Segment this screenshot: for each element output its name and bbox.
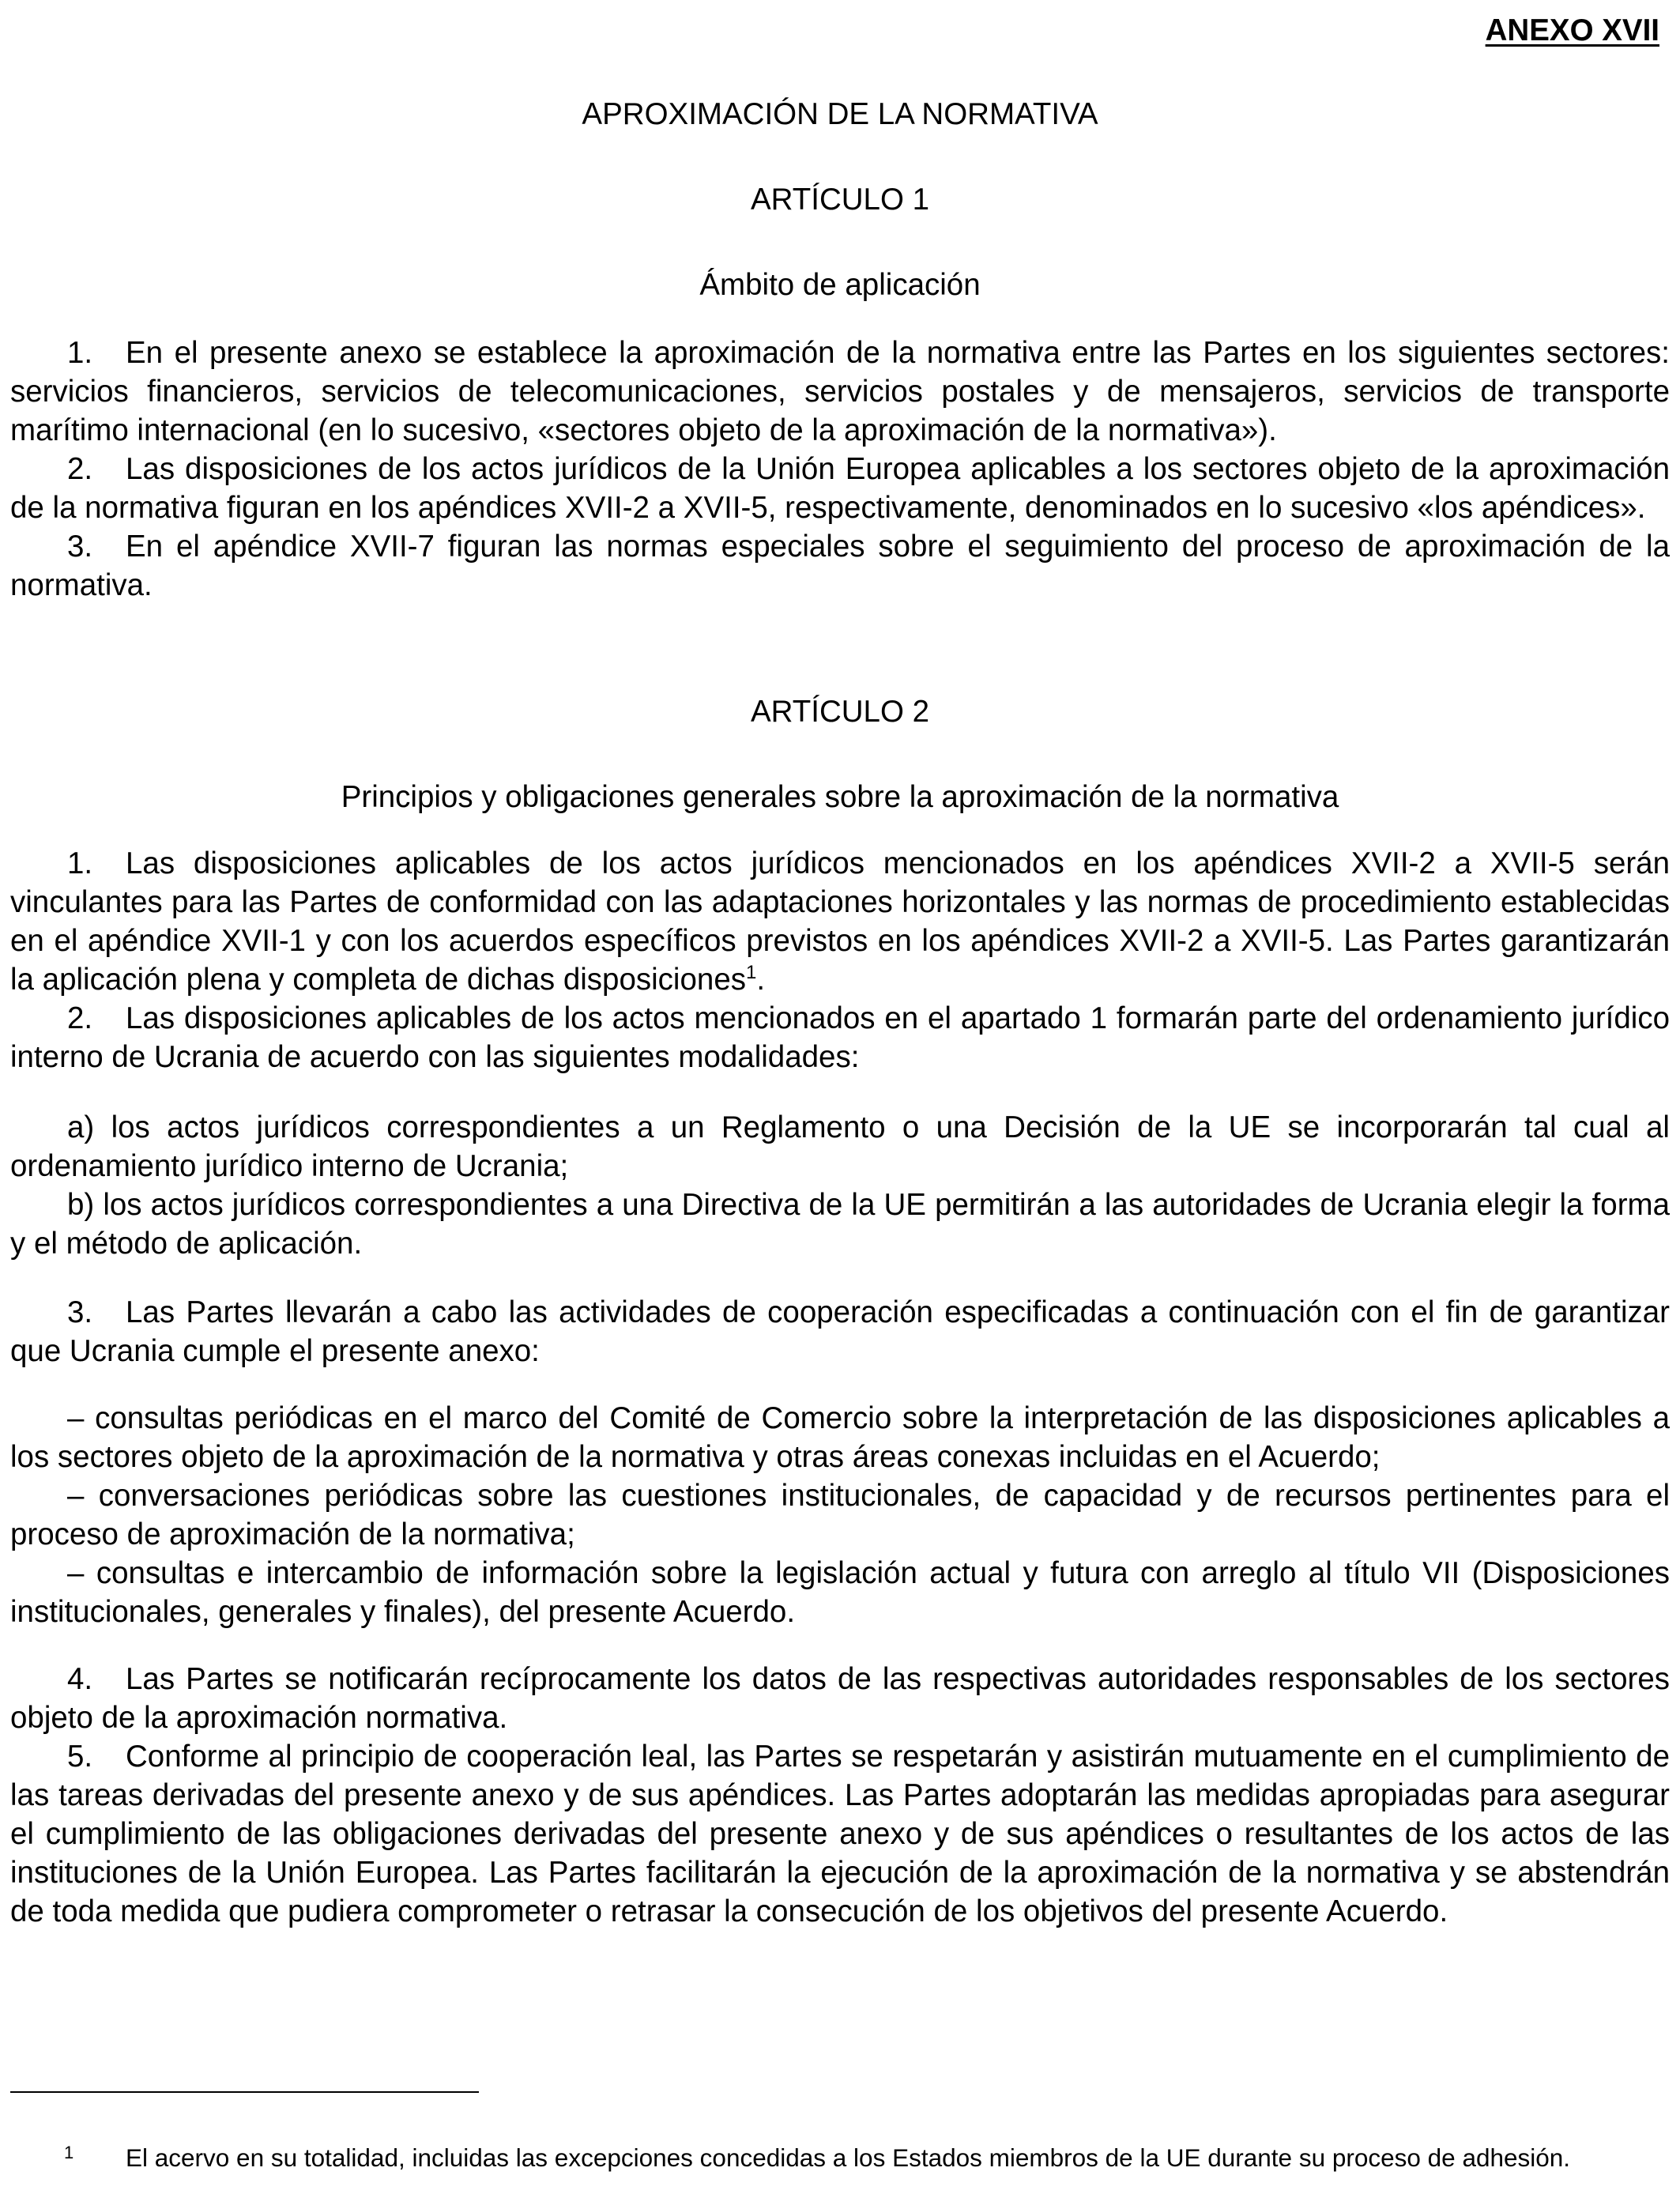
article-2-body-part2 xyxy=(10,1660,1670,1931)
paragraph xyxy=(10,527,1670,605)
paragraph xyxy=(10,1660,1670,1737)
article-2-heading: ARTÍCULO 2 xyxy=(750,695,930,729)
footnote-reference: 1 xyxy=(745,962,757,983)
article-2-modalities-list xyxy=(10,1108,1670,1263)
paragraph xyxy=(10,999,1670,1076)
paragraph xyxy=(10,450,1670,527)
paragraph-text: Las disposiciones aplicables de los actos mencionados en el apartado 1 formarán parte del ordenamiento jurídico interno de Ucrania de acuerdo con las siguientes modalidades: xyxy=(10,1001,1670,1074)
paragraph-number: 3. xyxy=(67,530,93,564)
article-1-body xyxy=(10,334,1670,605)
paragraph-text: Las Partes llevarán a cabo las actividades de cooperación especificadas a continuación con el fin de garantizar que Ucrania cumple el presente anexo: xyxy=(10,1295,1670,1368)
footnote-separator xyxy=(10,2091,479,2093)
list-item: – conversaciones periódicas sobre las cuestiones institucionales, de capacidad y de recursos pertinentes para el proceso de aproximación de la normativa; xyxy=(10,1479,1670,1551)
paragraph-number: 2. xyxy=(67,1001,93,1035)
article-1-heading: ARTÍCULO 1 xyxy=(750,183,930,217)
list-item: a) los actos jurídicos correspondientes a un Reglamento o una Decisión de la UE se incorporarán tal cual al ordenamiento jurídico interno de Ucrania; xyxy=(10,1110,1670,1183)
paragraph-text: Las Partes se notificarán recíprocamente los datos de las respectivas autoridades responsables de los sectores objeto de la aproximación normativa. xyxy=(10,1662,1670,1735)
paragraph xyxy=(10,334,1670,450)
paragraph-number: 4. xyxy=(67,1662,93,1696)
paragraph-number: 3. xyxy=(67,1295,93,1329)
paragraph xyxy=(10,844,1670,999)
paragraph-text: En el apéndice XVII-7 figuran las normas especiales sobre el seguimiento del proceso de aproximación de la normativa. xyxy=(10,530,1670,602)
article-2-cooperation-list xyxy=(10,1399,1670,1631)
article-2-subtitle: Principios y obligaciones generales sobre la aproximación de la normativa xyxy=(341,780,1339,814)
paragraph-text: Conforme al principio de cooperación leal, las Partes se respetarán y asistirán mutuamente en el cumplimiento de las tareas derivadas del presente anexo y de sus apéndices. Las Partes adoptarán las medidas apropiadas para asegurar el cumplimiento de las obligaciones derivadas del presente anexo y de sus apéndices o resultantes de los actos de las instituciones de la Unión Europea. Las Partes facilitarán la ejecución de la aproximación de la normativa y se abstendrán de toda medida que pudiera comprometer o retrasar la consecución de los objetivos del presente Acuerdo. xyxy=(10,1740,1670,1928)
paragraph xyxy=(10,1293,1670,1370)
paragraph-end: . xyxy=(756,963,766,997)
article-2-body-part1 xyxy=(10,844,1670,1076)
annex-label: ANEXO XVII xyxy=(1485,13,1659,47)
article-2-paragraph-3 xyxy=(10,1293,1670,1370)
paragraph-text: Las disposiciones aplicables de los actos jurídicos mencionados en los apéndices XVII-2 a XVII-5 serán vinculantes para las Partes de conformidad con las adaptaciones horizontales y las normas de procedimiento establecidas en el apéndice XVII-1 y con los acuerdos específicos previstos en los apéndices XVII-2 a XVII-5. Las Partes garantizarán la aplicación plena y completa de dichas disposiciones xyxy=(10,846,1670,997)
list-item: b) los actos jurídicos correspondientes a una Directiva de la UE permitirán a las autoridades de Ucrania elegir la forma y el método de aplicación. xyxy=(10,1188,1670,1261)
document-title: APROXIMACIÓN DE LA NORMATIVA xyxy=(582,97,1098,131)
paragraph-text: Las disposiciones de los actos jurídicos de la Unión Europea aplicables a los sectores objeto de la aproximación de la normativa figuran en los apéndices XVII-2 a XVII-5, respectivamente, denominados en lo sucesivo «los apéndices». xyxy=(10,452,1670,525)
paragraph-number: 1. xyxy=(67,336,93,370)
paragraph-number: 2. xyxy=(67,452,93,486)
paragraph-number: 5. xyxy=(67,1740,93,1774)
article-1-subtitle: Ámbito de aplicación xyxy=(699,268,981,302)
footnote-mark: 1 xyxy=(64,2143,74,2162)
paragraph-number: 1. xyxy=(67,846,93,880)
paragraph-text: En el presente anexo se establece la aproximación de la normativa entre las Partes en los siguientes sectores: servicios financieros, servicios de telecomunicaciones, servicios postales y de mensajeros, servicios de transporte marítimo internacional (en lo sucesivo, «sectores objeto de la aproximación de la normativa»). xyxy=(10,336,1670,447)
list-item: – consultas periódicas en el marco del Comité de Comercio sobre la interpretación de las disposiciones aplicables a los sectores objeto de la aproximación de la normativa y otras áreas conexas incluidas en el Acuerdo; xyxy=(10,1401,1670,1474)
list-item: – consultas e intercambio de información sobre la legislación actual y futura con arreglo al título VII (Disposiciones institucionales, generales y finales), del presente Acuerdo. xyxy=(10,1556,1670,1629)
footnote-text: El acervo en su totalidad, incluidas las excepciones concedidas a los Estados miembros de la UE durante su proceso de adhesión. xyxy=(126,2143,1571,2172)
paragraph xyxy=(10,1737,1670,1931)
